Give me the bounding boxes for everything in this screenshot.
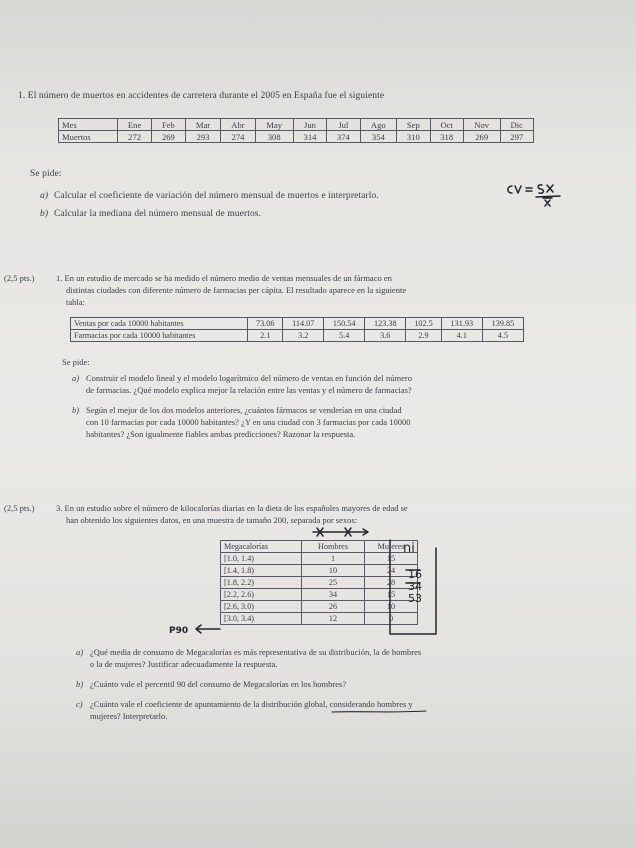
- table-cell: 4.1: [441, 330, 482, 342]
- q2-a-label: a): [72, 373, 80, 383]
- handwritten-ni-column: [340, 528, 450, 644]
- q2-points: (2,5 pts.): [4, 273, 35, 283]
- table-row: [59, 119, 534, 131]
- table-cell: Nov: [463, 119, 500, 131]
- table-row: [71, 330, 524, 342]
- table-cell: 308: [255, 131, 293, 143]
- q1-b-label: b): [40, 209, 49, 219]
- q1-b-text: Calcular la mediana del número mensual de muertos.: [54, 209, 262, 219]
- table-cell: Sep: [397, 119, 430, 131]
- q2-intro-line3: tabla:: [66, 297, 85, 307]
- table-cell: 28: [365, 577, 418, 589]
- handwritten-cv-formula: [502, 178, 570, 212]
- table-cell: 310: [397, 131, 430, 143]
- table-cell: Oct: [430, 119, 463, 131]
- table-cell: 10: [365, 601, 418, 613]
- table-cell: 297: [500, 131, 534, 143]
- table-cell: Dic: [500, 119, 534, 131]
- q2-se-pide: Se pide:: [62, 357, 90, 367]
- q3-b-text: ¿Cuánto vale el percentil 90 del consumo de Megacalorías en los hombres?: [90, 679, 347, 689]
- handwritten-underline: [330, 708, 430, 716]
- q2-a-line2: de farmacias. ¿Qué modelo explica mejor la relación entre las ventas y el número de farmacias?: [86, 385, 412, 395]
- table-cell: [2.6, 3.0): [221, 601, 302, 613]
- q2-intro-line2: distintas ciudades con diferente número de farmacias per cápita. El resultado aparece en la siguiente: [66, 285, 407, 295]
- q3-intro-line1: 3. En un estudio sobre el número de kilocalorías diarias en la dieta de los españoles mayores de edad se: [56, 503, 408, 513]
- table-cell: Mes: [59, 119, 118, 131]
- table-cell: 34: [302, 589, 365, 601]
- table-cell: [1.0, 1.4): [221, 553, 302, 565]
- q3-intro-line2: han obtenido los siguientes datos, en una muestra de tamaño 200, separada por sexos:: [66, 515, 358, 525]
- table-cell: 0: [365, 613, 418, 625]
- table-cell: 102.5: [406, 318, 441, 330]
- table-cell: 24: [365, 565, 418, 577]
- table-cell: 15: [365, 589, 418, 601]
- q1-a-text: Calcular el coeficiente de variación del número mensual de muertos e interpretarlo.: [54, 191, 379, 201]
- table-cell: 269: [463, 131, 500, 143]
- table-cell: [2.2, 2.6): [221, 589, 302, 601]
- table-cell: 269: [152, 131, 185, 143]
- table-cell: 12: [302, 613, 365, 625]
- q2-b-line3: habitantes? ¿Son igualmente fiables ambas predicciones? Razonar la respuesta.: [86, 429, 356, 439]
- table-cell: Jul: [327, 119, 360, 131]
- table-cell: [3.0, 3.4): [221, 613, 302, 625]
- table-cell: 272: [118, 131, 152, 143]
- table-cell: Abr: [221, 119, 255, 131]
- table-cell: 3.6: [365, 330, 406, 342]
- table-cell: 2.1: [248, 330, 283, 342]
- handwritten-cum-3: 53: [408, 592, 422, 605]
- table-row: [59, 131, 534, 143]
- table-cell: Mar: [185, 119, 221, 131]
- q3-c-label: c): [76, 699, 83, 709]
- table-cell: 73.06: [248, 318, 283, 330]
- q2-b-line1: Según el mejor de los dos modelos anteriores, ¿cuántos fármacos se venderían en una ciudad: [86, 405, 402, 415]
- table-cell: 10: [302, 565, 365, 577]
- q3-a-line1: ¿Qué media de consumo de Megacalorías es más representativa de su distribución, la de hombres: [90, 647, 422, 657]
- table-row: [71, 318, 524, 330]
- table-cell: [1.4, 1.8): [221, 565, 302, 577]
- table-cell: Ventas por cada 10000 habitantes: [71, 318, 248, 330]
- table-cell: Ago: [360, 119, 397, 131]
- table-cell: 318: [430, 131, 463, 143]
- table-cell: 123.38: [365, 318, 406, 330]
- q3-a-line2: o la de mujeres? Justificar adecuadamente la respuesta.: [90, 659, 278, 669]
- table-cell: Farmacias por cada 10000 habitantes: [71, 330, 248, 342]
- q2-b-label: b): [72, 405, 80, 415]
- table-cell: 274: [221, 131, 255, 143]
- handwritten-p90-label: P90: [169, 626, 189, 636]
- sales-table: [70, 317, 524, 342]
- table-cell: 1: [302, 553, 365, 565]
- table-cell: 2.9: [406, 330, 441, 342]
- q3-a-label: a): [76, 647, 84, 657]
- q1-se-pide: Se pide:: [30, 169, 62, 179]
- q3-b-label: b): [76, 679, 84, 689]
- q3-c-line2: mujeres? Interpretarlo.: [90, 711, 168, 721]
- table-header: Hombres: [302, 541, 365, 553]
- table-cell: 26: [302, 601, 365, 613]
- table-cell: 139.85: [482, 318, 523, 330]
- table-cell: 131.93: [441, 318, 482, 330]
- q2-a-line1: Construir el modelo lineal y el modelo logarítmico del número de ventas en función del número: [86, 373, 412, 383]
- table-cell: [1.8, 2.2): [221, 577, 302, 589]
- table-cell: Muertos: [59, 131, 118, 143]
- deaths-table: [58, 118, 534, 143]
- table-cell: Jun: [293, 119, 326, 131]
- handwritten-cum-1: 16: [408, 568, 422, 581]
- handwritten-ni-label: ni: [403, 541, 415, 556]
- q1-intro: 1. El número de muertos en accidentes de carretera durante el 2005 en España fue el siguiente: [18, 91, 385, 101]
- table-cell: Feb: [152, 119, 185, 131]
- handwritten-cum-2: 34: [408, 580, 422, 593]
- table-cell: 293: [185, 131, 221, 143]
- table-cell: 314: [293, 131, 326, 143]
- table-cell: 4.5: [482, 330, 523, 342]
- table-cell: 3.2: [283, 330, 324, 342]
- table-cell: 354: [360, 131, 397, 143]
- table-cell: May: [255, 119, 293, 131]
- q3-points: (2,5 pts.): [4, 503, 35, 513]
- table-cell: 15: [365, 553, 418, 565]
- table-cell: 150.54: [324, 318, 365, 330]
- table-header: Megacalorías: [221, 541, 302, 553]
- handwritten-p90-arrow: [168, 620, 224, 638]
- table-cell: 5.4: [324, 330, 365, 342]
- q2-b-line2: con 10 farmacias por cada 10000 habitantes? ¿Y en una ciudad con 3 farmacias por cada 10000: [86, 417, 411, 427]
- q2-intro-line1: 1. En un estudio de mercado se ha medido el número medio de ventas mensuales de un fármaco en: [56, 273, 392, 283]
- q3-c-line1: ¿Cuánto vale el coeficiente de apuntamiento de la distribución global, considerando hombres y: [90, 699, 413, 709]
- q1-a-label: a): [40, 191, 49, 201]
- table-cell: Ene: [118, 119, 152, 131]
- table-header: Mujeres: [365, 541, 418, 553]
- table-cell: 25: [302, 577, 365, 589]
- table-cell: 374: [327, 131, 360, 143]
- table-cell: 114.07: [283, 318, 324, 330]
